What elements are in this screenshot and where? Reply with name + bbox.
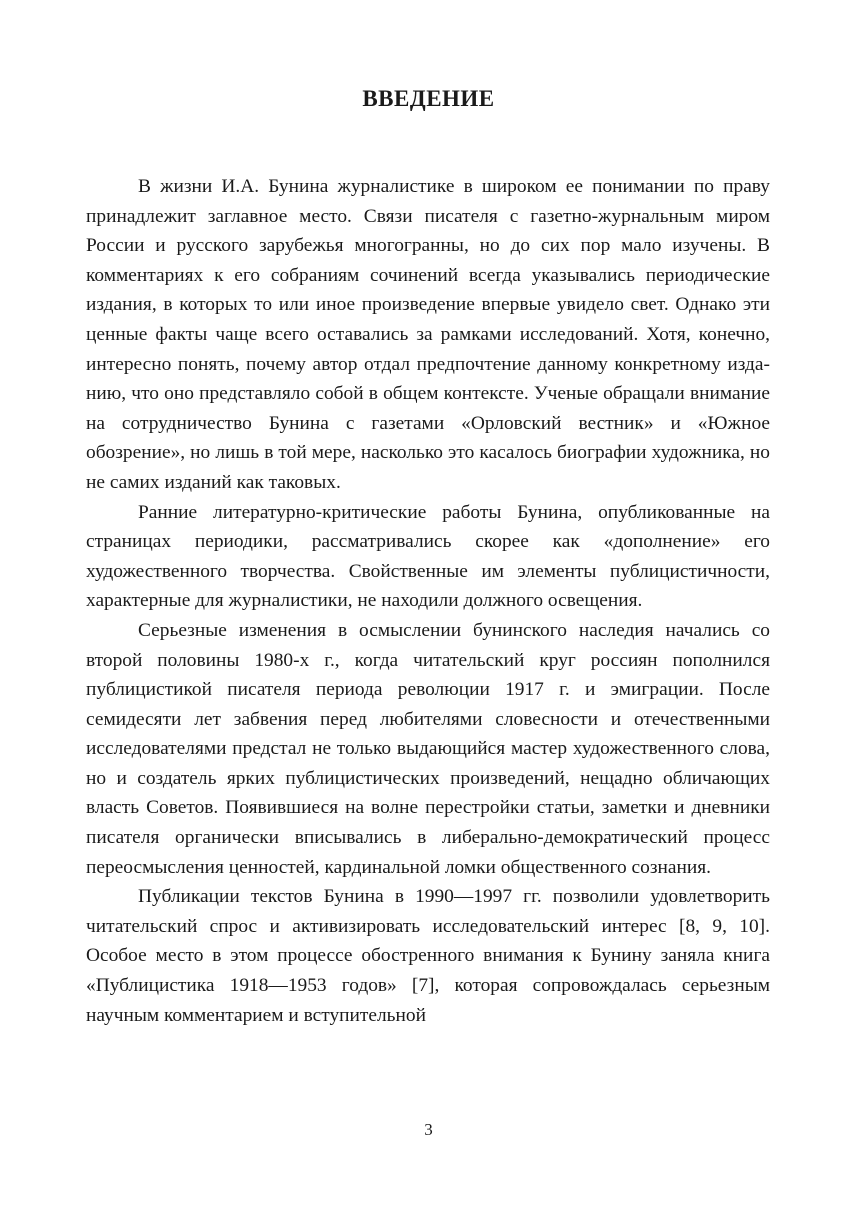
paragraph-3: Серьезные изменения в осмыслении бунинского наследия начались со второй половины 1980-х г., когда читательский круг россиян пополнился публицистикой писателя периода революции 1917 г. и эмиграции. После семидесяти лет забвения перед любителями словесности и отечественными исследователями предстал не только выдающийся мастер художественного слова, но и создатель ярких публицистических произведений, нещадно обличающих власть Советов. Появившиеся на волне перестройки статьи, заметки и дневники писателя органически вписывались в либерально-демократический процесс переосмысления ценностей, кардинальной ломки общественного сознания.	[86, 619, 770, 878]
body-text	[86, 172, 770, 1030]
paragraph-4: Публикации текстов Бунина в 1990—1997 гг. позволили удовлетворить читательский спрос и активизировать исследовательский интерес [8, 9, 10]. Особое место в этом процессе обостренного внимания к Бунину заняла книга «Публицистика 1918—1953 годов» [7], которая сопровождалась серьезным научным комментарием и вступительной	[86, 886, 770, 1026]
page-number: 3	[424, 1120, 433, 1139]
page-title: ВВЕДЕНИЕ	[362, 86, 495, 111]
paragraph-2: Ранние литературно-критические работы Бунина, опубликованные на страницах периодики, рассматривались скорее как «дополнение» его художественного творчества. Свойственные им элементы публицистичности, характерные для журналистики, не находили должного освещения.	[86, 501, 770, 612]
paragraph-1: В жизни И.А. Бунина журналистике в широком ее понимании по праву принадлежит заглавное место. Связи писателя с газетно-журнальным миром России и русского зарубежья многогранны, но до сих пор мало изучены. В комментариях к его собраниям сочинений всегда указывались периодические издания, в которых то или иное произведение впервые увидело свет. Однако эти ценные факты чаще всего оставались за рамками исследований. Хотя, конечно, интересно понять, почему автор отдал предпочтение данному конкретному изданию, что оно представляло собой в общем контексте. Ученые обращали внимание на сотрудничество Бунина с газетами «Орловский вестник» и «Южное обозрение», но лишь в той мере, насколько это касалось биографии художника, но не самих изданий как таковых.	[86, 176, 770, 493]
